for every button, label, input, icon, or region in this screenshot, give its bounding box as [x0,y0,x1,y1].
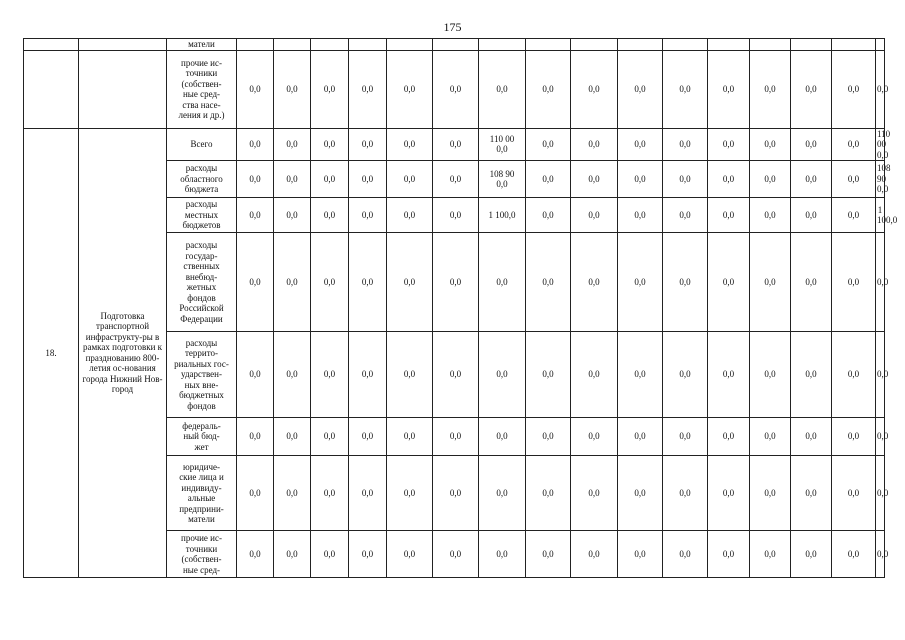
value-cell: 0,0 [311,418,349,456]
value-cell: 0,0 [349,128,387,161]
source-cell: Всего [167,128,237,161]
value-cell: 0,0 [618,531,663,578]
value-cell: 0,0 [311,233,349,332]
value-cell: 0,0 [663,456,708,531]
value-cell: 0,0 [618,418,663,456]
value-cell: 0,0 [349,50,387,128]
value-cell: 0,0 [708,456,750,531]
value-cell: 0,0 [791,418,832,456]
value-cell: 0,0 [311,128,349,161]
value-cell: 0,0 [387,198,433,233]
value-cell: 0,0 [571,456,618,531]
value-cell [708,39,750,51]
value-cell: 0,0 [237,233,274,332]
value-cell: 0,0 [708,198,750,233]
value-cell: 0,0 [387,233,433,332]
value-cell: 0,0 [708,332,750,418]
source-cell: расходы государ- ственных внебюд- жетных фондов Российской Федерации [167,233,237,332]
value-cell [349,39,387,51]
page-number: 175 [443,20,462,34]
value-cell: 0,0 [571,531,618,578]
source-cell: прочие ис- точники (собствен- ные сред- [167,531,237,578]
value-cell: 0,0 [349,332,387,418]
value-cell: 0,0 [618,50,663,128]
value-cell: 0,0 [876,418,885,456]
value-cell: 0,0 [708,161,750,198]
value-cell: 108 90 0,0 [479,161,526,198]
value-cell: 0,0 [387,128,433,161]
source-cell: юридиче- ские лица и индивиду- альные предприни- матели [167,456,237,531]
value-cell: 0,0 [663,198,708,233]
value-cell: 0,0 [387,332,433,418]
value-cell: 0,0 [526,531,571,578]
value-cell: 0,0 [750,418,791,456]
value-cell: 0,0 [750,332,791,418]
value-cell: 0,0 [526,128,571,161]
value-cell: 0,0 [618,233,663,332]
value-cell: 0,0 [832,418,876,456]
value-cell: 0,0 [311,50,349,128]
value-cell: 0,0 [663,531,708,578]
value-cell: 0,0 [876,332,885,418]
value-cell: 0,0 [237,198,274,233]
value-cell: 0,0 [433,50,479,128]
value-cell: 0,0 [433,456,479,531]
value-cell: 0,0 [750,456,791,531]
value-cell: 0,0 [750,50,791,128]
value-cell: 0,0 [791,233,832,332]
value-cell: 0,0 [618,456,663,531]
value-cell: 0,0 [349,531,387,578]
value-cell: 0,0 [311,161,349,198]
value-cell: 0,0 [479,531,526,578]
table-row [24,39,885,51]
value-cell: 0,0 [663,128,708,161]
value-cell: 0,0 [311,531,349,578]
budget-table-body [24,39,898,578]
value-cell: 0,0 [708,128,750,161]
value-cell: 0,0 [237,128,274,161]
value-cell: 0,0 [274,531,311,578]
value-cell: 0,0 [571,50,618,128]
value-cell: 0,0 [663,233,708,332]
value-cell: 1 100,0 [479,198,526,233]
number-cell [24,39,79,51]
value-cell: 0,0 [571,332,618,418]
value-cell: 0,0 [526,161,571,198]
title-cell [79,50,167,128]
value-cell: 0,0 [433,128,479,161]
source-cell: расходы террито- риальных гос- ударствен- ных вне- бюджетных фондов [167,332,237,418]
value-cell: 0,0 [618,161,663,198]
value-cell [832,39,876,51]
value-cell: 0,0 [618,198,663,233]
value-cell: 0,0 [349,233,387,332]
value-cell: 0,0 [433,332,479,418]
value-cell [791,39,832,51]
number-cell [24,50,79,128]
value-cell: 0,0 [433,418,479,456]
value-cell: 1 100,0 [876,198,885,233]
value-cell: 0,0 [274,128,311,161]
value-cell: 0,0 [349,418,387,456]
value-cell: 0,0 [237,418,274,456]
value-cell [311,39,349,51]
value-cell: 0,0 [311,198,349,233]
value-cell: 0,0 [526,456,571,531]
value-cell: 0,0 [832,50,876,128]
value-cell: 0,0 [274,418,311,456]
value-cell: 0,0 [876,456,885,531]
value-cell [571,39,618,51]
value-cell: 0,0 [274,198,311,233]
value-cell: 0,0 [618,332,663,418]
value-cell: 0,0 [237,456,274,531]
value-cell: 0,0 [387,418,433,456]
value-cell: 0,0 [663,50,708,128]
value-cell: 0,0 [832,531,876,578]
value-cell [526,39,571,51]
budget-table [23,38,898,578]
value-cell: 0,0 [791,50,832,128]
item-number: 18. [24,128,79,578]
value-cell: 0,0 [618,128,663,161]
value-cell: 0,0 [387,456,433,531]
value-cell [876,39,885,51]
value-cell: 0,0 [708,233,750,332]
value-cell: 0,0 [349,198,387,233]
value-cell: 110 00 0,0 [877,128,891,160]
value-cell: 0,0 [750,128,791,161]
table-row [24,128,885,161]
value-cell: 0,0 [479,456,526,531]
value-cell: 0,0 [274,233,311,332]
value-cell: 0,0 [479,332,526,418]
value-cell: 0,0 [349,456,387,531]
source-cell: расходы областного бюджета [167,161,237,198]
value-cell: 0,0 [571,418,618,456]
value-cell: 0,0 [832,332,876,418]
value-cell: 0,0 [387,161,433,198]
value-cell: 0,0 [274,332,311,418]
value-cell [618,39,663,51]
value-cell: 0,0 [237,161,274,198]
source-cell: матели [167,39,237,51]
value-cell: 0,0 [791,161,832,198]
value-cell: 0,0 [876,233,885,332]
value-cell: 0,0 [832,198,876,233]
value-cell: 0,0 [791,531,832,578]
value-cell [479,39,526,51]
value-cell: 0,0 [750,198,791,233]
source-cell: прочие ис- точники (собствен- ные сред- ства насе- ления и др.) [167,50,237,128]
value-cell: 0,0 [479,418,526,456]
source-cell: федераль- ный бюд- жет [167,418,237,456]
value-cell: 0,0 [663,332,708,418]
value-cell: 0,0 [349,161,387,198]
item-title: Подготовка транспортной инфраструкту-ры в рамках подготовки к празднованию 800-летия ос-нования города Нижний Нов-город [79,128,167,578]
value-cell [387,39,433,51]
value-cell: 0,0 [479,50,526,128]
value-cell: 0,0 [274,50,311,128]
value-cell: 0,0 [571,161,618,198]
value-cell: 0,0 [832,128,876,161]
source-cell: расходы местных бюджетов [167,198,237,233]
value-cell: 0,0 [237,332,274,418]
value-cell: 0,0 [876,50,885,128]
value-cell: 0,0 [433,233,479,332]
value-cell: 0,0 [479,233,526,332]
value-cell: 0,0 [526,332,571,418]
value-cell: 0,0 [876,531,885,578]
value-cell: 0,0 [526,233,571,332]
title-cell [79,39,167,51]
value-cell: 0,0 [433,198,479,233]
value-cell: 0,0 [708,418,750,456]
value-cell: 0,0 [750,233,791,332]
value-cell: 0,0 [526,418,571,456]
value-cell: 0,0 [571,128,618,161]
value-cell [663,39,708,51]
value-cell: 0,0 [750,531,791,578]
value-cell: 108 90 0,0 [876,161,885,198]
value-cell: 0,0 [311,332,349,418]
value-cell: 0,0 [708,531,750,578]
value-cell: 0,0 [526,50,571,128]
value-cell: 0,0 [433,531,479,578]
value-cell: 110 00 0,0 [479,128,526,161]
value-cell: 0,0 [387,531,433,578]
value-cell: 0,0 [274,161,311,198]
value-cell: 0,0 [663,161,708,198]
value-cell: 0,0 [311,456,349,531]
value-cell [750,39,791,51]
value-cell: 0,0 [791,128,832,161]
value-cell: 0,0 [791,456,832,531]
value-cell: 0,0 [237,50,274,128]
value-cell: 0,0 [433,161,479,198]
value-cell: 0,0 [708,50,750,128]
value-cell: 0,0 [832,161,876,198]
value-cell: 0,0 [526,198,571,233]
value-cell: 0,0 [832,456,876,531]
value-cell: 0,0 [571,198,618,233]
value-cell: 0,0 [832,233,876,332]
value-cell: 0,0 [663,418,708,456]
value-cell: 0,0 [750,161,791,198]
value-cell: 0,0 [274,456,311,531]
value-cell: 0,0 [237,531,274,578]
value-cell [237,39,274,51]
value-cell: 0,0 [571,233,618,332]
value-cell [433,39,479,51]
value-cell: 0,0 [791,198,832,233]
table-row [24,50,885,128]
value-cell [274,39,311,51]
value-cell: 0,0 [387,50,433,128]
value-cell: 0,0 [791,332,832,418]
